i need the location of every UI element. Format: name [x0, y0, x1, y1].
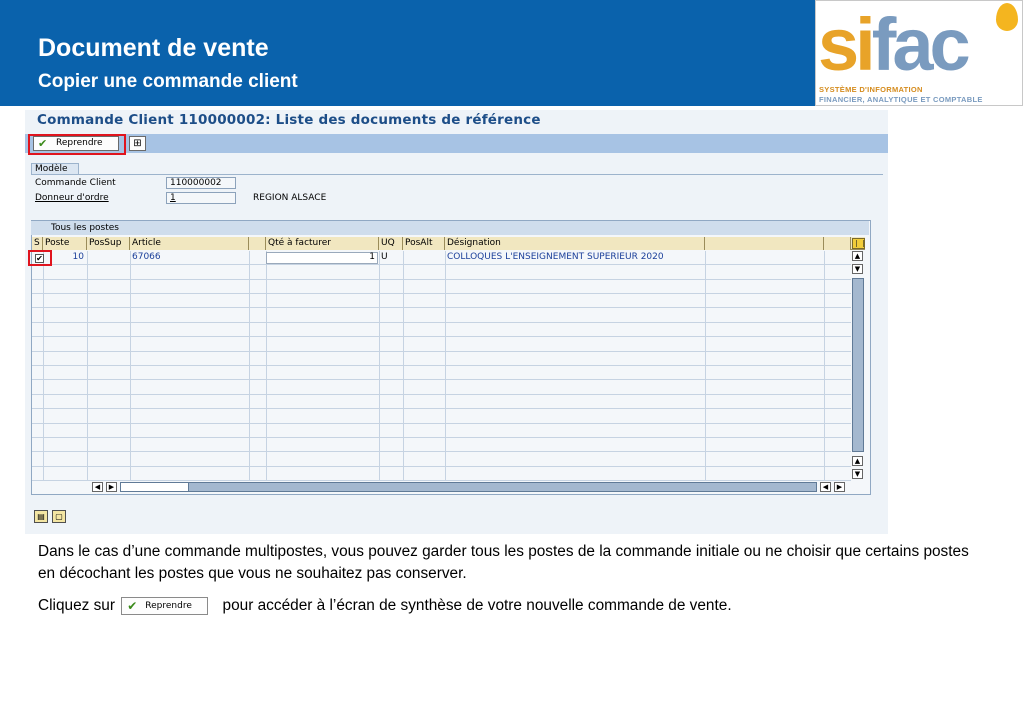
- col-header-poste[interactable]: Poste: [43, 237, 87, 250]
- grid-caption: Tous les postes: [31, 221, 869, 235]
- scroll-up-icon[interactable]: ▲: [852, 251, 863, 261]
- table-settings-icon[interactable]: [852, 238, 865, 249]
- reprendre-label: Reprendre: [56, 138, 103, 148]
- logo-wordmark: sifac: [818, 3, 967, 86]
- col-divider: [87, 251, 88, 481]
- header-banner: [0, 0, 815, 106]
- cell-designation: COLLOQUES L'ENSEIGNEMENT SUPERIEUR 2020: [447, 252, 664, 262]
- col-header-extra-2[interactable]: [824, 237, 851, 250]
- check-icon: ✔: [127, 598, 138, 613]
- detail-button[interactable]: [129, 136, 146, 151]
- row-select-checkbox[interactable]: ✔: [36, 254, 43, 263]
- col-header-designation[interactable]: Désignation: [445, 237, 705, 250]
- horizontal-scroll-thumb[interactable]: [121, 483, 189, 491]
- detail-icon: ⊞: [133, 138, 142, 149]
- table-row: [32, 323, 851, 337]
- table-row: [32, 352, 851, 366]
- col-divider: [249, 251, 250, 481]
- commande-field[interactable]: 110000002: [166, 177, 236, 189]
- modele-frame: [31, 174, 883, 208]
- col-header-uq[interactable]: UQ: [379, 237, 403, 250]
- table-row: [32, 280, 851, 294]
- col-header-article[interactable]: Article: [130, 237, 249, 250]
- col-header-qte[interactable]: Qté à facturer: [266, 237, 379, 250]
- col-header-blank[interactable]: [249, 237, 266, 250]
- sap-screen: [25, 110, 888, 534]
- table-row: [32, 438, 851, 452]
- scroll-left-icon[interactable]: ◀: [820, 482, 831, 492]
- sap-screen-title: Commande Client 110000002: Liste des documents de référence: [37, 112, 541, 128]
- col-divider: [403, 251, 404, 481]
- col-header-possup[interactable]: PosSup: [87, 237, 130, 250]
- col-header-posalt[interactable]: PosAlt: [403, 237, 445, 250]
- scroll-down-icon[interactable]: ▼: [852, 264, 863, 274]
- reprendre-inline-button: ✔ Reprendre: [121, 597, 208, 615]
- vertical-scroll-track[interactable]: [852, 278, 864, 452]
- table-row: [32, 265, 851, 279]
- col-divider: [445, 251, 446, 481]
- donneur-field[interactable]: 1: [166, 192, 236, 204]
- col-header-extra[interactable]: [705, 237, 824, 250]
- scroll-up-icon[interactable]: ▲: [852, 456, 863, 466]
- select-all-icon[interactable]: ▤: [34, 510, 48, 523]
- col-divider: [266, 251, 267, 481]
- vertical-scrollbar[interactable]: [851, 251, 865, 481]
- table-row: [32, 409, 851, 423]
- table-row: [32, 453, 851, 467]
- col-divider: [705, 251, 706, 481]
- scroll-left-icon[interactable]: ◀: [92, 482, 103, 492]
- modele-tab[interactable]: Modèle: [31, 163, 79, 175]
- instruction-paragraph: Dans le cas d’une commande multipostes, vous pouvez garder tous les postes de la commande initiale ou ne choisir que certains postes en décochant les postes que vous ne souhaitez pas conserver.: [38, 543, 969, 582]
- instruction-click: [38, 595, 978, 617]
- table-row: [32, 337, 851, 351]
- cell-article: 67066: [132, 252, 161, 262]
- cell-qty[interactable]: 1: [369, 252, 375, 262]
- page-title: Document de vente: [38, 34, 269, 62]
- scroll-right-icon[interactable]: ▶: [834, 482, 845, 492]
- scroll-down-icon[interactable]: ▼: [852, 469, 863, 479]
- reprendre-highlight: [28, 134, 126, 155]
- table-row: [32, 309, 851, 323]
- instruction-prefix: Cliquez sur: [38, 597, 115, 614]
- page-subtitle: Copier une commande client: [38, 71, 298, 92]
- table-row: [32, 381, 851, 395]
- logo-drop-icon: [996, 3, 1018, 31]
- scroll-right-icon[interactable]: ▶: [106, 482, 117, 492]
- sifac-logo: [815, 0, 1023, 106]
- table-row: [32, 366, 851, 380]
- table-row: [32, 467, 851, 481]
- col-divider: [379, 251, 380, 481]
- application-toolbar: [25, 134, 888, 153]
- donneur-label[interactable]: Donneur d'ordre: [35, 193, 109, 203]
- donneur-name: REGION ALSACE: [253, 193, 327, 203]
- logo-tagline-2: FINANCIER, ANALYTIQUE ET COMPTABLE: [819, 95, 983, 104]
- check-icon: ✔: [38, 137, 48, 150]
- col-divider: [43, 251, 44, 481]
- cell-uq: U: [381, 252, 388, 262]
- table-row: [32, 395, 851, 409]
- table-row: [32, 424, 851, 438]
- logo-tagline-1: SYSTÈME D'INFORMATION: [819, 85, 923, 94]
- col-header-s[interactable]: S: [32, 237, 43, 250]
- deselect-all-icon[interactable]: ▢: [52, 510, 66, 523]
- instruction-suffix: pour accéder à l’écran de synthèse de votre nouvelle commande de vente.: [222, 597, 732, 614]
- commande-label: Commande Client: [35, 178, 116, 188]
- table-row: [32, 294, 851, 308]
- col-divider: [824, 251, 825, 481]
- col-divider: [130, 251, 131, 481]
- horizontal-scroll-track[interactable]: [120, 482, 817, 492]
- cell-poste: 10: [72, 252, 84, 262]
